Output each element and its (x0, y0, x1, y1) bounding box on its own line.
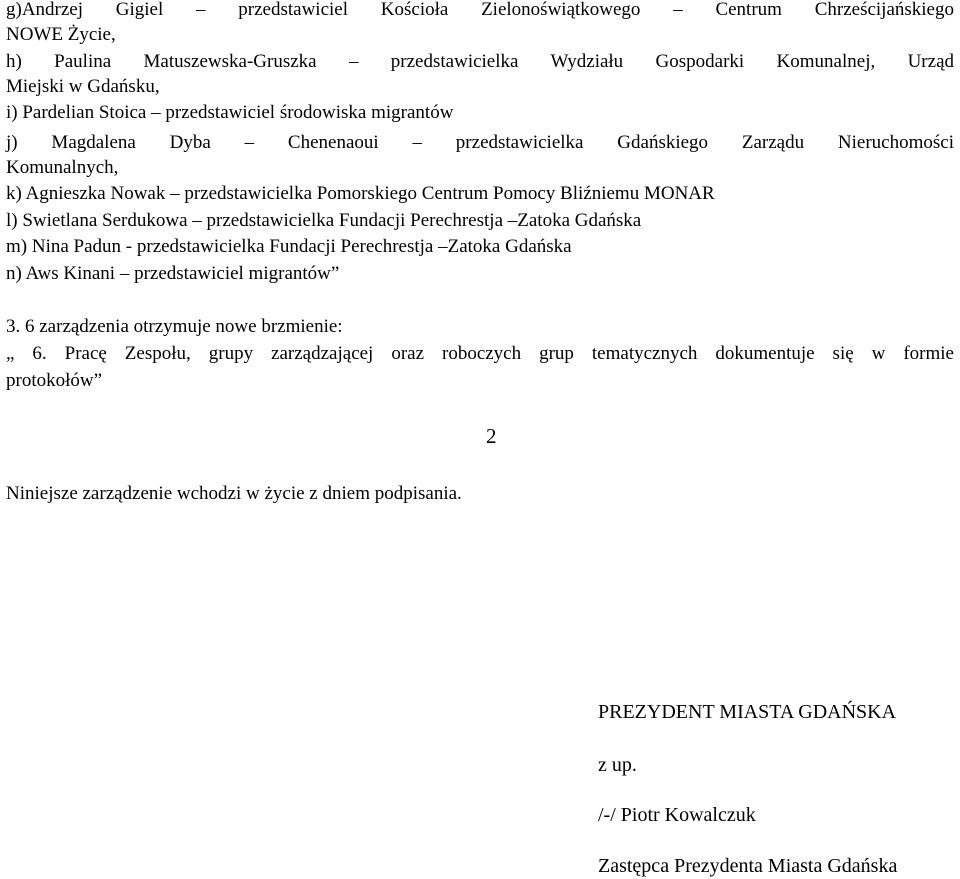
member-g-line1: g)Andrzej Gigiel – przedstawiciel Kościoła Zielonoświątkowego – Centrum Chrześcijańskiego (6, 0, 954, 20)
member-n: n) Aws Kinani – przedstawiciel migrantów” (6, 263, 340, 284)
member-k: k) Agnieszka Nowak – przedstawicielka Pomorskiego Centrum Pomocy Bliźniemu MONAR (6, 183, 715, 204)
point3-heading: 3. 6 zarządzenia otrzymuje nowe brzmienie: (6, 316, 343, 337)
signature-name: /-/ Piotr Kowalczuk (598, 804, 756, 826)
member-l: l) Swietlana Serdukowa – przedstawicielka Fundacji Perechrestja –Zatoka Gdańska (6, 210, 642, 231)
member-i: i) Pardelian Stoica – przedstawiciel środowiska migrantów (6, 102, 454, 123)
point3-text-line1: „ 6. Pracę Zespołu, grupy zarządzającej oraz roboczych grup tematycznych dokumentuje się w formie (6, 343, 954, 364)
section-2-text: Niniejsze zarządzenie wchodzi w życie z dniem podpisania. (6, 483, 462, 504)
member-h-line2: Miejski w Gdańsku, (6, 76, 160, 97)
signature-title: PREZYDENT MIASTA GDAŃSKA (598, 701, 897, 723)
signature-role: Zastępca Prezydenta Miasta Gdańska (598, 855, 898, 877)
section-2-heading: 2 (486, 424, 497, 448)
signature-zup: z up. (598, 754, 637, 776)
member-j-line1: j) Magdalena Dyba – Chenenaoui – przedstawicielka Gdańskiego Zarządu Nieruchomości (6, 132, 954, 153)
member-g-line2: NOWE Życie, (6, 24, 116, 45)
member-h-line1: h) Paulina Matuszewska-Gruszka – przedstawicielka Wydziału Gospodarki Komunalnej, Urząd (6, 51, 954, 72)
member-j-line2: Komunalnych, (6, 157, 119, 178)
member-m: m) Nina Padun - przedstawicielka Fundacji Perechrestja –Zatoka Gdańska (6, 236, 572, 257)
point3-text-line2: protokołów” (6, 370, 103, 391)
